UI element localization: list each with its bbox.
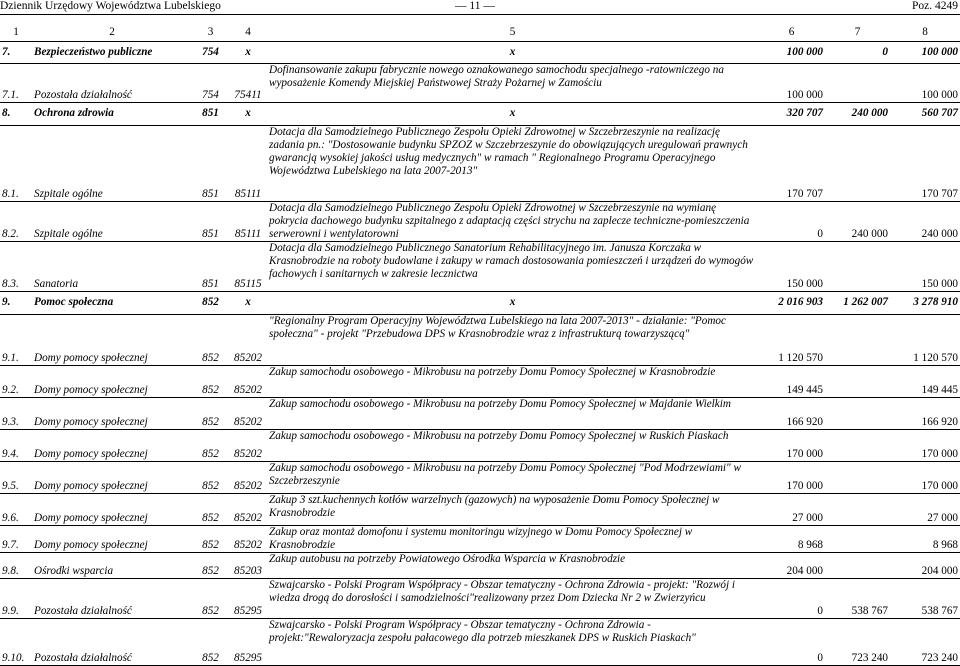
amount-col6: 2 016 903 — [758, 291, 825, 314]
row-number: 9.7. — [0, 525, 32, 552]
amount-col7 — [825, 241, 890, 291]
amount-col6: 27 000 — [758, 493, 825, 525]
task-description: Zakup samochodu osobowego - Mikrobusu na potrzeby Domu Pomocy Społecznej w Majdanie Wielkim — [267, 397, 758, 429]
chapter-code: x — [229, 102, 267, 125]
task-description: x — [267, 102, 758, 125]
header-divider — [0, 14, 960, 15]
row-number: 9. — [0, 291, 32, 314]
row-number: 9.4. — [0, 429, 32, 461]
task-description: Zakup samochodu osobowego - Mikrobusu na potrzeby Domu Pomocy Społecznej w Krasnobrodzie — [267, 365, 758, 397]
page-number: — 11 — — [455, 0, 495, 12]
section-code: 852 — [192, 578, 229, 618]
row-number: 9.9. — [0, 578, 32, 618]
amount-col6: 204 000 — [758, 552, 825, 578]
budget-table — [0, 25, 960, 666]
table-row — [0, 461, 960, 493]
task-description: Zakup 3 szt.kuchennych kotłów warzelnych (gazowych) na wyposażenie Domu Pomocy Społecznej w Krasnobrodzie — [267, 493, 758, 525]
chapter-code: 75411 — [229, 63, 267, 102]
column-number: 4 — [229, 25, 267, 41]
page-header — [0, 0, 960, 14]
amount-col6: 149 445 — [758, 365, 825, 397]
row-number: 7.1. — [0, 63, 32, 102]
task-description: Dotacja dla Samodzielnego Publicznego Sanatorium Rehabilitacyjnego im. Janusza Korczaka w Krasnobrodzie na roboty budowlane i zakupy w ramach dostosowania pomieszczeń i urządzeń do wymogów fachowych i sanitarnych w zakresie lecznictwa — [267, 241, 758, 291]
amount-col7: 240 000 — [825, 201, 890, 241]
amount-col6: 0 — [758, 618, 825, 665]
amount-col7 — [825, 125, 890, 201]
amount-col6: 170 707 — [758, 125, 825, 201]
row-name: Domy pomocy społecznej — [32, 429, 192, 461]
amount-col8: 170 000 — [890, 429, 960, 461]
column-number: 7 — [825, 25, 890, 41]
section-code: 851 — [192, 125, 229, 201]
section-code: 852 — [192, 291, 229, 314]
amount-col8: 204 000 — [890, 552, 960, 578]
chapter-code: 85202 — [229, 397, 267, 429]
task-description: Dotacja dla Samodzielnego Publicznego Zespołu Opieki Zdrowotnej w Szczebrzeszynie na wymianę pokrycia dachowego budynku szpitalnego z adaptacją części strychu na zaplecze techniczne-pomieszczenia serwerowni i wentylatorowni — [267, 201, 758, 241]
amount-col7 — [825, 461, 890, 493]
amount-col6: 170 000 — [758, 429, 825, 461]
column-numbers-row — [0, 25, 960, 41]
amount-col6: 100 000 — [758, 41, 825, 63]
amount-col8: 8 968 — [890, 525, 960, 552]
section-code: 852 — [192, 397, 229, 429]
amount-col8: 100 000 — [890, 41, 960, 63]
task-description: Zakup oraz montaż domofonu i systemu monitoringu wizyjnego w Domu Pomocy Społecznej w Krasnobrodzie — [267, 525, 758, 552]
task-description: Szwajcarsko - Polski Program Współpracy - Obszar tematyczny - Ochrona Zdrowia - projekt:"Rewaloryzacja zespołu pałacowego dla potrzeb mieszkanek DPS w Ruskich Piaskach" — [267, 618, 758, 665]
table-row — [0, 618, 960, 665]
chapter-code: 85202 — [229, 525, 267, 552]
section-code: 852 — [192, 552, 229, 578]
section-code: 852 — [192, 618, 229, 665]
section-code: 851 — [192, 241, 229, 291]
chapter-code: 85203 — [229, 552, 267, 578]
task-description: Dotacja dla Samodzielnego Publicznego Zespołu Opieki Zdrowotnej w Szczebrzeszynie na realizację zadania pn.: "Dostosowanie budynku SPZOZ w Szczebrzeszynie do obowiązujących uregulowań prawnych gwarancją wysokiej jakości usług medycznych" w ramach " Regionalnego Programu Operacyjnego Województwa Lubelskiego na lata 2007-2013" — [267, 125, 758, 201]
amount-col8: 240 000 — [890, 201, 960, 241]
column-number: 5 — [267, 25, 758, 41]
row-name: Ochrona zdrowia — [32, 102, 192, 125]
row-name: Szpitale ogólne — [32, 201, 192, 241]
task-description: Dofinansowanie zakupu fabrycznie nowego oznakowanego samochodu specjalnego -ratowniczego na wyposażenie Komendy Miejskiej Państwowej Straży Pożarnej w Zamościu — [267, 63, 758, 102]
amount-col8: 560 707 — [890, 102, 960, 125]
section-code: 852 — [192, 314, 229, 365]
row-number: 7. — [0, 41, 32, 63]
amount-col8: 538 767 — [890, 578, 960, 618]
amount-col6: 0 — [758, 578, 825, 618]
chapter-code: 85115 — [229, 241, 267, 291]
section-code: 754 — [192, 63, 229, 102]
column-number: 2 — [32, 25, 192, 41]
column-number: 3 — [192, 25, 229, 41]
amount-col6: 150 000 — [758, 241, 825, 291]
amount-col7: 0 — [825, 41, 890, 63]
amount-col6: 0 — [758, 201, 825, 241]
row-name: Domy pomocy społecznej — [32, 397, 192, 429]
chapter-code: 85295 — [229, 618, 267, 665]
amount-col7: 240 000 — [825, 102, 890, 125]
amount-col8: 723 240 — [890, 618, 960, 665]
task-description: x — [267, 41, 758, 63]
amount-col8: 3 278 910 — [890, 291, 960, 314]
row-number: 8. — [0, 102, 32, 125]
amount-col7 — [825, 314, 890, 365]
row-name: Szpitale ogólne — [32, 125, 192, 201]
task-description: Zakup samochodu osobowego - Mikrobusu na potrzeby Domu Pomocy Społecznej "Pod Modrzewiami" w Szczebrzeszynie — [267, 461, 758, 493]
row-number: 9.2. — [0, 365, 32, 397]
amount-col8: 100 000 — [890, 63, 960, 102]
chapter-code: x — [229, 41, 267, 63]
amount-col7: 1 262 007 — [825, 291, 890, 314]
row-number: 9.5. — [0, 461, 32, 493]
amount-col7 — [825, 552, 890, 578]
chapter-code: x — [229, 291, 267, 314]
chapter-code: 85202 — [229, 429, 267, 461]
row-name: Pozostała działalność — [32, 618, 192, 665]
row-name: Domy pomocy społecznej — [32, 493, 192, 525]
table-row — [0, 201, 960, 241]
task-description: Zakup samochodu osobowego - Mikrobusu na potrzeby Domu Pomocy Społecznej w Ruskich Piaskach — [267, 429, 758, 461]
amount-col6: 100 000 — [758, 63, 825, 102]
amount-col6: 170 000 — [758, 461, 825, 493]
amount-col7: 538 767 — [825, 578, 890, 618]
chapter-code: 85202 — [229, 461, 267, 493]
amount-col8: 1 120 570 — [890, 314, 960, 365]
column-number: 6 — [758, 25, 825, 41]
amount-col8: 166 920 — [890, 397, 960, 429]
section-code: 852 — [192, 461, 229, 493]
row-number: 9.10. — [0, 618, 32, 665]
table-row — [0, 314, 960, 365]
amount-col7: 723 240 — [825, 618, 890, 665]
table-row — [0, 429, 960, 461]
row-name: Domy pomocy społecznej — [32, 314, 192, 365]
chapter-code: 85295 — [229, 578, 267, 618]
chapter-code: 85111 — [229, 201, 267, 241]
amount-col8: 27 000 — [890, 493, 960, 525]
section-row — [0, 102, 960, 125]
section-code: 852 — [192, 365, 229, 397]
table-row — [0, 552, 960, 578]
row-number: 8.3. — [0, 241, 32, 291]
section-row — [0, 41, 960, 63]
row-number: 9.1. — [0, 314, 32, 365]
row-name: Domy pomocy społecznej — [32, 365, 192, 397]
amount-col7 — [825, 397, 890, 429]
task-description: "Regionalny Program Operacyjny Województwa Lubelskiego na lata 2007-2013" - działanie: "Pomoc społeczna" - projekt "Przebudowa DPS w Krasnobrodzie wraz z infrastrukturą towarzyszącą" — [267, 314, 758, 365]
row-number: 8.2. — [0, 201, 32, 241]
section-row — [0, 291, 960, 314]
task-description: Zakup autobusu na potrzeby Powiatowego Ośrodka Wsparcia w Krasnobrodzie — [267, 552, 758, 578]
section-code: 852 — [192, 493, 229, 525]
table-row — [0, 63, 960, 102]
position-number: Poz. 4249 — [912, 0, 958, 12]
column-number: 8 — [890, 25, 960, 41]
row-number: 8.1. — [0, 125, 32, 201]
table-row — [0, 241, 960, 291]
task-description: x — [267, 291, 758, 314]
chapter-code: 85202 — [229, 365, 267, 397]
section-code: 851 — [192, 201, 229, 241]
amount-col6: 8 968 — [758, 525, 825, 552]
section-code: 754 — [192, 41, 229, 63]
amount-col7 — [825, 493, 890, 525]
chapter-code: 85202 — [229, 493, 267, 525]
table-row — [0, 397, 960, 429]
row-name: Domy pomocy społecznej — [32, 525, 192, 552]
amount-col7 — [825, 429, 890, 461]
amount-col7 — [825, 365, 890, 397]
table-row — [0, 493, 960, 525]
row-name: Sanatoria — [32, 241, 192, 291]
amount-col8: 170 000 — [890, 461, 960, 493]
amount-col6: 1 120 570 — [758, 314, 825, 365]
amount-col7 — [825, 63, 890, 102]
table-row — [0, 578, 960, 618]
amount-col7 — [825, 525, 890, 552]
row-name: Pozostała działalność — [32, 578, 192, 618]
amount-col8: 149 445 — [890, 365, 960, 397]
row-name: Ośrodki wsparcia — [32, 552, 192, 578]
table-row — [0, 525, 960, 552]
row-number: 9.8. — [0, 552, 32, 578]
chapter-code: 85111 — [229, 125, 267, 201]
chapter-code: 85202 — [229, 314, 267, 365]
journal-title: Dziennik Urzędowy Województwa Lubelskiego — [0, 0, 221, 12]
row-number: 9.6. — [0, 493, 32, 525]
table-row — [0, 365, 960, 397]
amount-col8: 170 707 — [890, 125, 960, 201]
table-row — [0, 125, 960, 201]
row-name: Domy pomocy społecznej — [32, 461, 192, 493]
row-name: Bezpieczeństwo publiczne — [32, 41, 192, 63]
section-code: 852 — [192, 525, 229, 552]
column-number: 1 — [0, 25, 32, 41]
amount-col6: 320 707 — [758, 102, 825, 125]
row-name: Pozostała działalność — [32, 63, 192, 102]
amount-col6: 166 920 — [758, 397, 825, 429]
task-description: Szwajcarsko - Polski Program Współpracy - Obszar tematyczny - Ochrona Zdrowia - projekt: "Rozwój i wiedza drogą do dorosłości i samodzielności"realizowany przez Dom Dziecka Nr 2 w Zwierzyńcu — [267, 578, 758, 618]
section-code: 852 — [192, 429, 229, 461]
section-code: 851 — [192, 102, 229, 125]
row-number: 9.3. — [0, 397, 32, 429]
row-name: Pomoc społeczna — [32, 291, 192, 314]
amount-col8: 150 000 — [890, 241, 960, 291]
